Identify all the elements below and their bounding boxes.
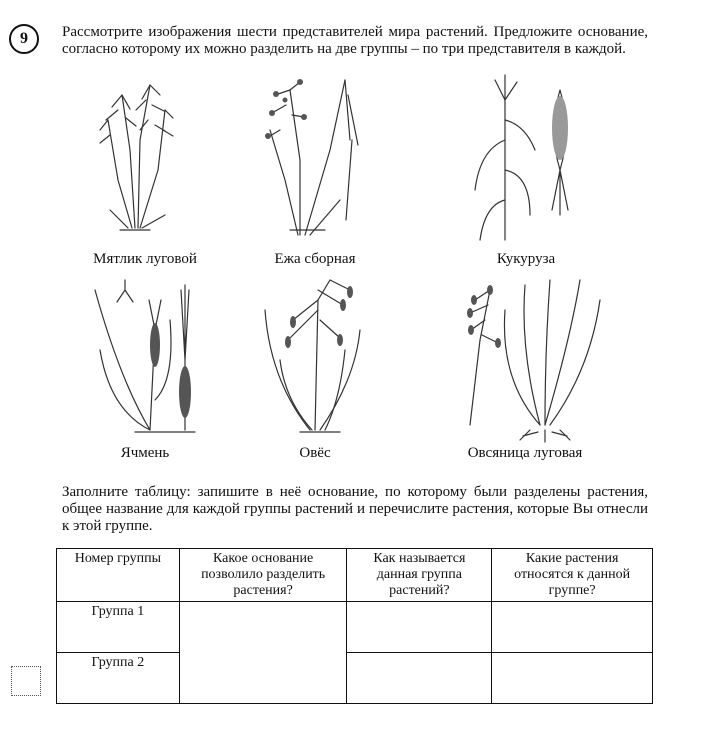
- meadow-grass-drawing: [100, 85, 173, 230]
- table-header-row: [57, 549, 653, 602]
- table-instruction: Заполните таблицу: запишите в неё основание, по которому были разделены растения, общее название для каждой группы растений и перечислите растения, которые Вы отнесли к этой группе.: [62, 484, 648, 534]
- answer-table: [56, 548, 653, 704]
- meadow-fescue-drawing: [470, 280, 600, 442]
- header-basis: Какое основание позволило разделить растения?: [179, 549, 347, 602]
- plants-answer-cell[interactable]: [492, 653, 653, 704]
- group-name-answer-cell[interactable]: [347, 602, 492, 653]
- group-name-answer-cell[interactable]: [347, 653, 492, 704]
- plant-caption: Кукуруза: [496, 251, 556, 267]
- score-box[interactable]: [11, 666, 41, 696]
- plants-answer-cell[interactable]: [492, 602, 653, 653]
- group-label: Группа 1: [57, 602, 180, 653]
- maize-drawing: [475, 75, 568, 240]
- cocksfoot-drawing: [270, 80, 358, 235]
- plant-caption: Ежа сборная: [274, 251, 356, 267]
- question-number: 9: [9, 24, 39, 54]
- header-group-number: Номер группы: [57, 549, 180, 602]
- question-text: Рассмотрите изображения шести представителей мира растений. Предложите основание, согласно которому их можно разделить на две группы – по три представителя в каждой.: [62, 24, 648, 57]
- plant-caption: Ячмень: [120, 445, 170, 461]
- plant-caption: Овсяница луговая: [467, 445, 583, 461]
- plant-caption: Овёс: [299, 445, 331, 461]
- basis-answer-cell[interactable]: [179, 602, 347, 704]
- table-row: [57, 602, 653, 653]
- group-label: Группа 2: [57, 653, 180, 704]
- header-group-name: Как называется данная группа растений?: [347, 549, 492, 602]
- plant-caption: Мятлик луговой: [93, 251, 197, 267]
- barley-drawing: [95, 280, 195, 432]
- table-row: [57, 653, 653, 704]
- header-plants: Какие растения относятся к данной группе?: [492, 549, 653, 602]
